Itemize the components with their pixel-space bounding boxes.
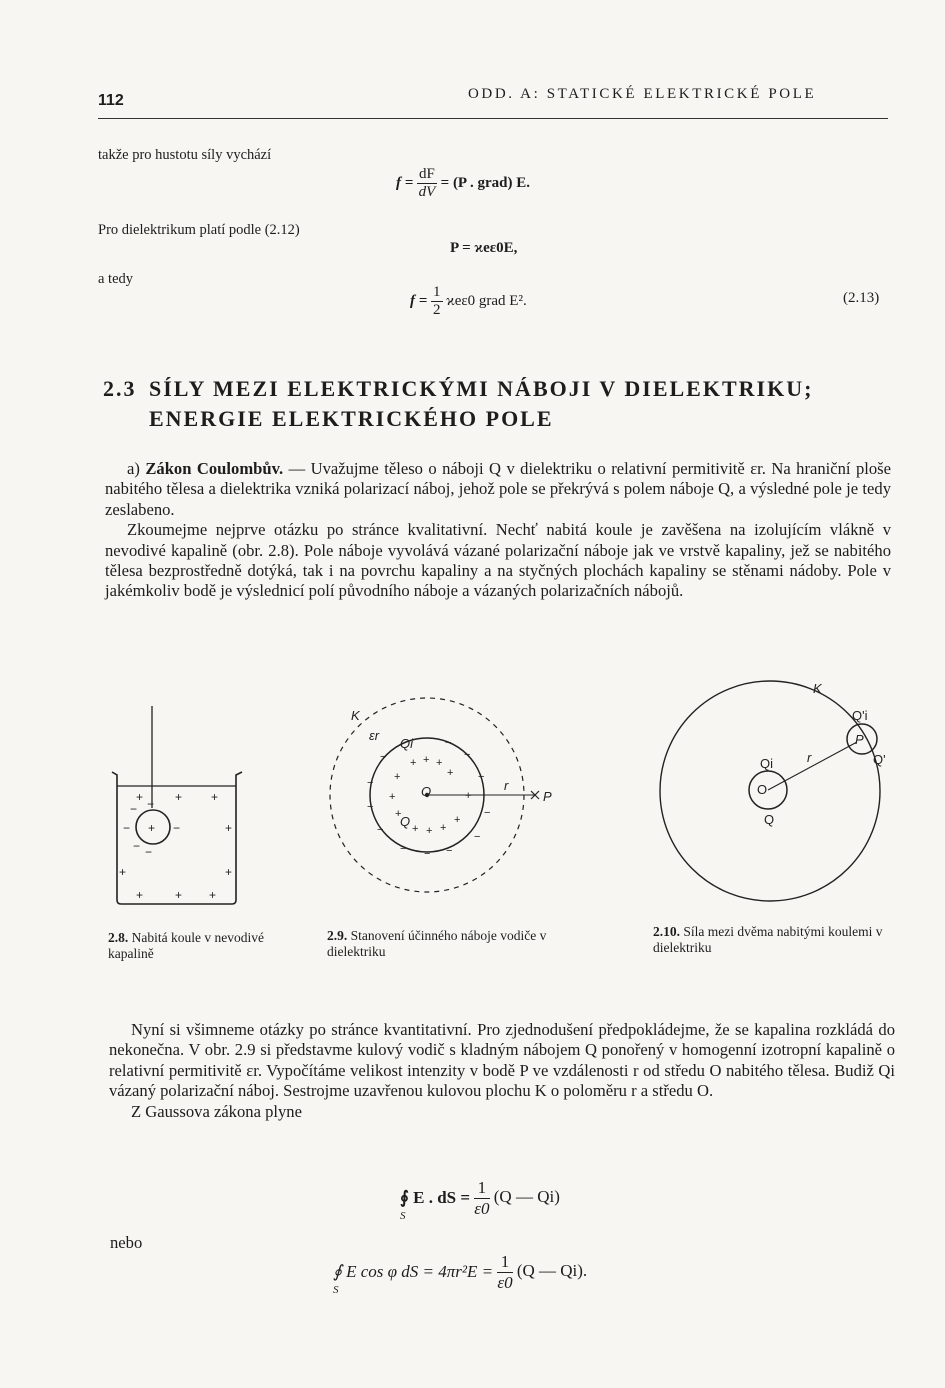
inner-plus: + — [454, 814, 461, 826]
caption-2-8: 2.8. Nabitá koule v nevodivé kapalině — [108, 930, 264, 961]
outer-minus: − — [478, 771, 485, 783]
inner-plus: + — [423, 754, 430, 766]
intro-line-3: a tedy — [98, 271, 134, 287]
label-r: r — [504, 778, 509, 793]
inner-plus: + — [440, 822, 447, 834]
intro-line-2: Pro dielektrikum platí podle (2.12) — [98, 222, 300, 238]
inner-plus: + — [395, 808, 402, 820]
inner-plus: + — [447, 767, 454, 779]
outer-minus: − — [429, 733, 436, 745]
outer-minus: − — [446, 845, 453, 857]
section-number: 2.3 — [103, 376, 137, 401]
outer-minus: − — [474, 831, 481, 843]
inner-plus: + — [436, 757, 443, 769]
inner-plus: + — [394, 771, 401, 783]
distance-line — [768, 742, 857, 790]
bound-minus: − — [123, 821, 131, 835]
running-title: ODD. A: STATICKÉ ELEKTRICKÉ POLE — [468, 86, 817, 102]
label-P: P — [543, 789, 552, 804]
equation-gauss-law: ∮ E . dS = S $\frac{1}{\varepsilon 0}$ (Q — Qi) — [400, 1178, 560, 1223]
equation-gauss-intensity: ∮ E cos φ dS = 4πr²E = S $\frac{1}{\varepsilon 0}$ (Q — Qi). — [333, 1252, 588, 1297]
bound-minus: − — [147, 797, 155, 811]
surface-plus: + — [211, 790, 219, 804]
equation-polarization: P = ϰeε0E, — [450, 240, 518, 256]
bound-minus: − — [133, 839, 141, 853]
surface-plus: + — [136, 790, 144, 804]
paragraph-coulomb-law: a) Zákon Coulombův. — Uvažujme těleso o náboji Q v dielektriku o relativní permitivitě εr. Na hraniční ploše nabitého tělesa a dielektrika vzniká polarizací náboj, jehož pole se překrývá s polem náboje Q, a výsledné pole je tedy zeslabeno. — [105, 459, 892, 519]
text-block-quantitative — [109, 1020, 895, 1122]
caption-2-10: 2.10. Síla mezi dvěma nabitými koulemi v dielektriku — [653, 924, 883, 955]
inner-plus: + — [389, 791, 396, 803]
wall-plus: + — [119, 865, 127, 879]
label-Q: Q — [400, 814, 411, 829]
sphere-plus: + — [148, 821, 156, 835]
equation-number-2-13: (2.13) — [843, 290, 880, 306]
outer-minus: − — [464, 749, 471, 761]
label-K: K — [813, 681, 822, 696]
label-epsilon-r: εr — [369, 728, 380, 743]
figure-2-9 — [322, 690, 572, 910]
section-title-line-1: SÍLY MEZI ELEKTRICKÝMI NÁBOJI V DIELEKTRIKU; — [149, 376, 814, 401]
label-O: O — [757, 782, 768, 797]
inner-plus: + — [410, 757, 417, 769]
paragraph-qualitative: Zkoumejme nejprve otázku po stránce kvalitativní. Nechť nabitá koule je zavěšena na izolujícím vlákně v nevodivé kapalině (obr. 2.8). Pole náboje vyvolává vázané polarizační náboje jak ve vrstvě kapaliny, jež se nabitého tělesa bezprostředně dotýká, tak i na povrchu kapaliny a na styčných plochách kapaliny se stěnami nádoby. Pole v jakémkoliv bodě je výslednicí polí původního náboje a vázaných polarizačních nábojů. — [105, 520, 891, 601]
bound-minus: − — [173, 821, 181, 835]
bottom-plus: + — [136, 888, 144, 902]
bottom-plus: + — [175, 888, 183, 902]
outer-minus: − — [377, 824, 384, 836]
surface-plus: + — [175, 790, 183, 804]
outer-minus: − — [484, 807, 491, 819]
label-Qi: Qi — [400, 736, 413, 751]
label-Q-prime: Q' — [873, 752, 886, 767]
outer-minus: − — [380, 751, 387, 763]
section-title-line-2: ENERGIE ELEKTRICKÉHO POLE — [149, 406, 554, 431]
paragraph-gauss-law: Z Gaussova zákona plyne — [131, 1101, 302, 1121]
caption-2-9: 2.9. Stanovení účinného náboje vodiče v dielektriku — [327, 928, 547, 959]
bound-minus: − — [130, 802, 138, 816]
bound-minus: − — [145, 845, 153, 859]
outer-minus: − — [367, 777, 374, 789]
inner-plus: + — [465, 790, 472, 802]
equation-force-density: f = $\frac{dF}{dV}$ = (P . grad) E. — [396, 166, 531, 201]
word-nebo: nebo — [110, 1233, 143, 1252]
outer-minus: − — [400, 843, 407, 855]
wall-plus: + — [225, 821, 233, 835]
figure-2-8 — [105, 700, 250, 910]
inner-plus: + — [426, 825, 433, 837]
equation-2-13: f = $\frac{1}{2}$ ϰeε0 grad E². — [410, 284, 527, 319]
label-Qi: Qi — [760, 756, 773, 771]
wall-plus: + — [225, 865, 233, 879]
page-number: 112 — [98, 92, 124, 109]
outer-minus: − — [445, 737, 452, 749]
figure-2-10 — [650, 676, 900, 906]
gauss-surface-K — [660, 681, 880, 901]
label-Q: Q — [764, 812, 775, 827]
label-P: P — [855, 732, 864, 747]
header-rule — [98, 118, 888, 119]
outer-minus: − — [424, 848, 431, 860]
outer-minus: − — [367, 801, 374, 813]
label-Q-prime-i: Q'i — [852, 708, 868, 723]
inner-plus: + — [412, 823, 419, 835]
intro-line-1: takže pro hustotu síly vychází — [98, 147, 272, 163]
label-r: r — [807, 750, 812, 765]
text-block-qualitative — [105, 459, 891, 602]
label-O: O — [421, 784, 432, 799]
label-K: K — [351, 708, 360, 723]
paragraph-quantitative: Nyní si všimneme otázky po stránce kvantitativní. Pro zjednodušení předpokládejme, že se kapalina rozkládá do nekonečna. V obr. 2.9 si představme kulový vodič s kladným nábojem Q ponořený v homogenní izotropní kapalině o relativní permitivitě εr. Vypočítáme velikost intenzity v bodě P ve vzdálenosti r od středu O nabitého tělesa. Budiž Qi vázaný polarizační náboj. Sestrojme uzavřenou kulovou plochu K o poloměru r a středu O. — [109, 1020, 895, 1101]
bottom-plus: + — [209, 888, 217, 902]
